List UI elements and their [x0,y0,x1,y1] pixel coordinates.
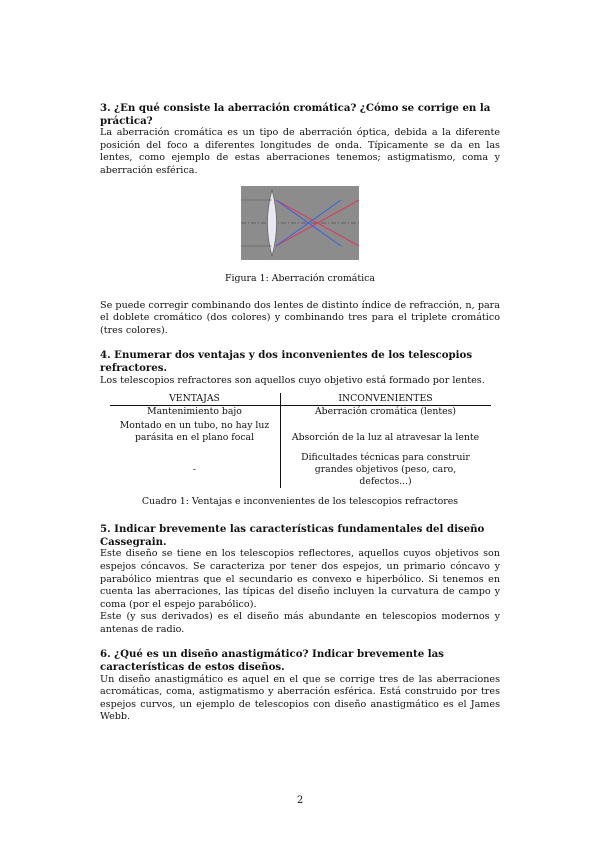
table-cell: - [110,444,281,488]
pros-cons-table [110,393,491,488]
section-heading: 4. Enumerar dos ventajas y dos inconvenientes de los telescopios refractores. [100,349,473,374]
table-cell: Aberración cromática (lentes) [314,406,457,418]
section-3 [100,102,500,178]
table-row [110,406,491,419]
section-paragraph: Los telescopios refractores son aquellos cuyo objetivo está formado por lentes. [100,374,485,386]
chromatic-aberration-diagram [241,186,359,260]
section-6 [100,648,500,724]
page-number: 2 [296,795,304,806]
table-row [110,418,491,444]
section-4 [100,349,500,387]
section-paragraph: Este (y sus derivados) es el diseño más abundante en telescopios modernos y antenas de radio. [100,611,500,635]
section-5 [100,523,500,636]
table-caption: Cuadro 1: Ventajas e inconvenientes de los telescopios refractores [141,496,459,508]
table-header-inconvenientes: INCONVENIENTES [280,393,491,406]
table-header-ventajas: VENTAJAS [110,393,281,406]
table-row [110,444,491,488]
table-cell: Montado en un tubo, no hay luz parásita en el plano focal [110,418,281,444]
figure-chromatic-aberration [100,186,500,264]
page-content [100,102,500,736]
section-heading: 3. ¿En qué consiste la aberración cromática? ¿Cómo se corrige en la práctica? [100,102,491,127]
figure-caption: Figura 1: Aberración cromática [225,272,375,284]
table-cell: Mantenimiento bajo [110,406,281,419]
section-heading: 6. ¿Qué es un diseño anastigmático? Indicar brevemente las características de estos diseños. [100,648,444,674]
section-paragraph: Un diseño anastigmático es aquel en el que se corrige tres de las aberraciones acromáticas, coma, astigmatismo y aberración esférica. Está construido por tres espejos curvos, un ejemplo de telescopios con diseño anastigmático es el James Webb. [100,673,500,723]
table-cell: Dificultades técnicas para construir grandes objetivos (peso, caro, defectos...) [301,452,470,488]
table-cell: Absorción de la luz al atravesar la lente [291,432,480,444]
figure-followup-paragraph: Se puede corregir combinando dos lentes de distinto índice de refracción, n, para el doblete cromático (dos colores) y combinando tres para el triplete cromático (tres colores). [100,299,500,336]
section-heading: 5. Indicar brevemente las características fundamentales del diseño Cassegrain. [100,523,485,548]
section-paragraph: La aberración cromática es un tipo de aberración óptica, debida a la diferente posición del foco a diferentes longitudes de onda. Típicamente se da en las lentes, como ejemplo de estas aberraciones tenemos; astigmatismo, coma y aberración esférica. [100,127,500,176]
section-paragraph: Este diseño se tiene en los telescopios reflectores, aquellos cuyos objetivos son espejos cóncavos. Se caracteriza por tener dos espejos, un primario cóncavo y parabólico mientras que el secundario es convexo e hiperbólico. Si tenemos en cuenta las aberraciones, las típicas del diseño incluyen la curvatura de campo y coma (por el espejo parabólico). [100,548,500,610]
